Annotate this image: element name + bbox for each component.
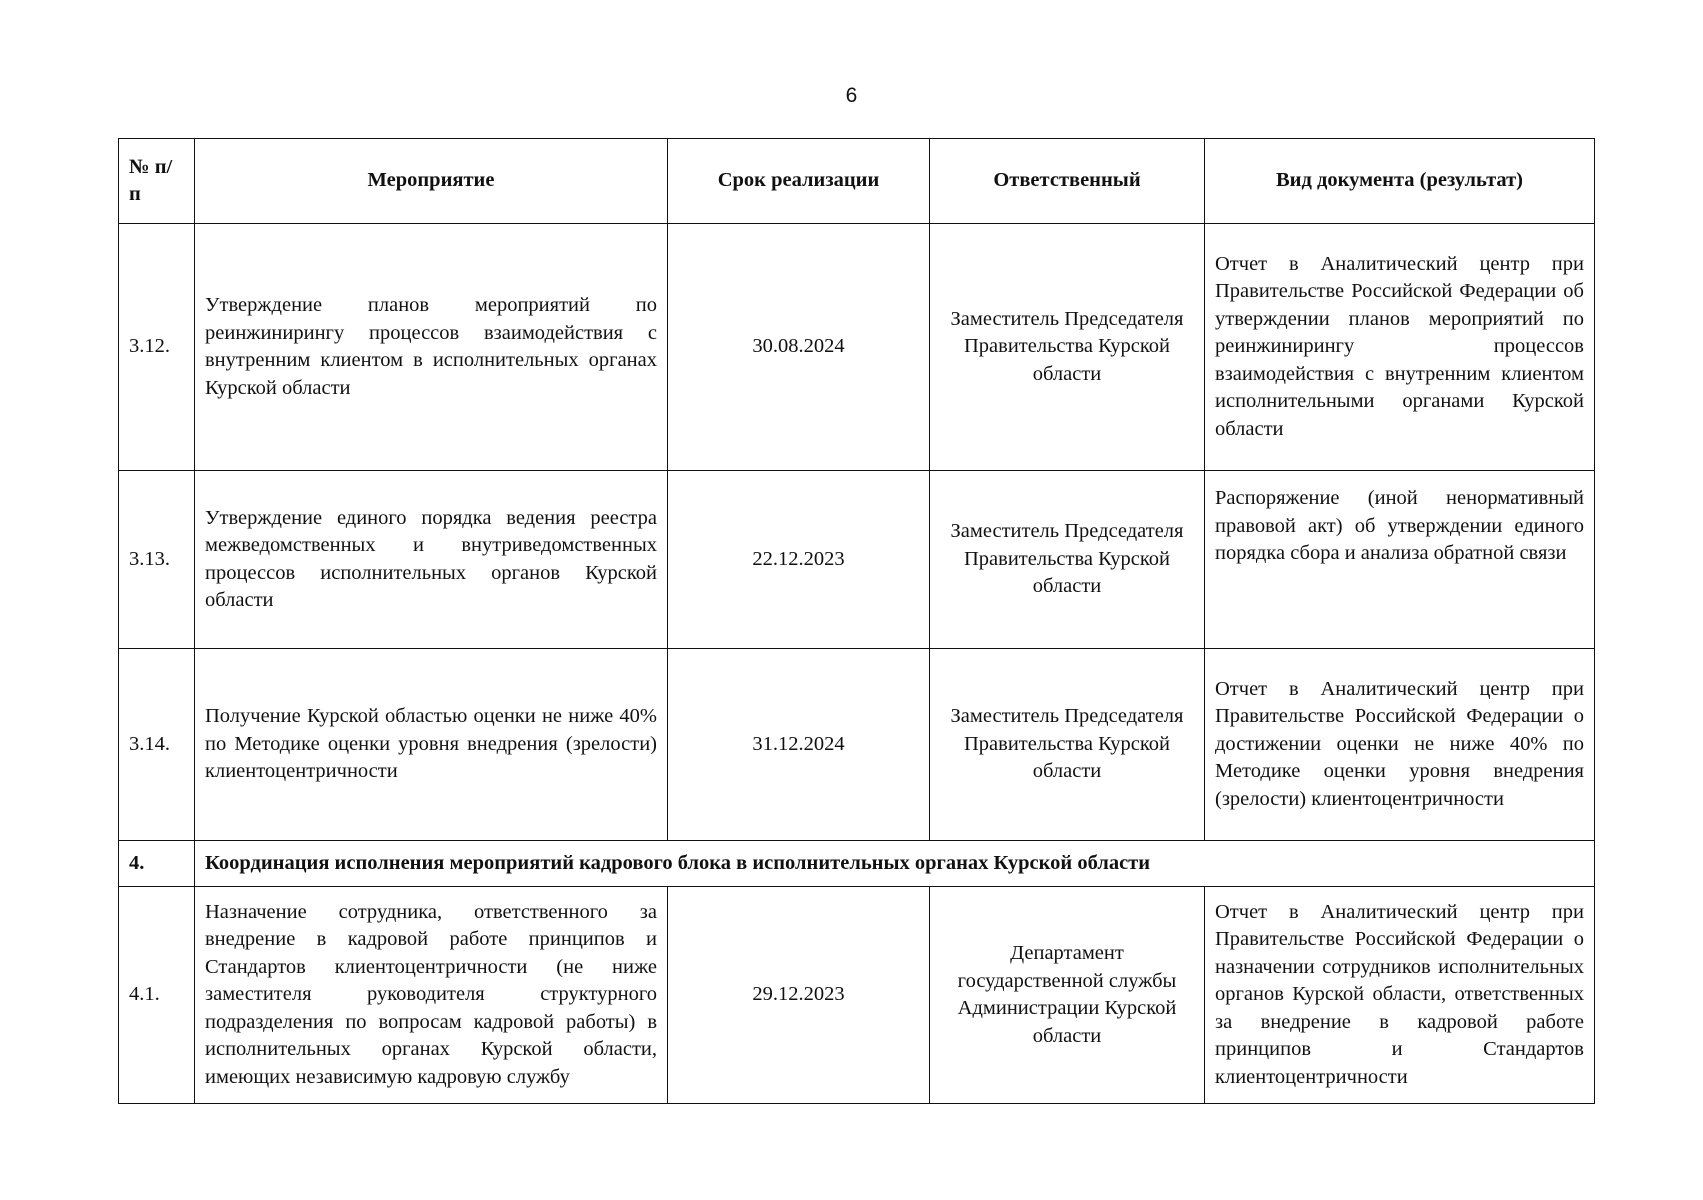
row-result: Отчет в Аналитический центр при Правительстве Российской Федерации о достижении оценки не ниже 40% по Методике оценки уровня внедрения (зрелости) клиентоцентричности: [1205, 649, 1595, 841]
row-num: 4.1.: [119, 887, 195, 1104]
table-row: [119, 887, 1595, 1104]
table-header-row: [119, 139, 1595, 224]
header-event: Мероприятие: [195, 139, 668, 224]
row-num: 3.14.: [119, 649, 195, 841]
row-responsible: Департамент государственной службы Администрации Курской области: [930, 887, 1205, 1104]
header-result: Вид документа (результат): [1205, 139, 1595, 224]
row-event: Назначение сотрудника, ответственного за внедрение в кадровой работе принципов и Стандартов клиентоцентричности (не ниже заместителя руководителя структурного подразделения по вопросам кадровой работы) в исполнительных органах Курской области, имеющих независимую кадровую службу: [195, 887, 668, 1104]
row-deadline: 22.12.2023: [668, 471, 930, 649]
row-event: Утверждение единого порядка ведения реестра межведомственных и внутриведомственных процессов исполнительных органов Курской области: [195, 471, 668, 649]
table-row: [119, 224, 1595, 471]
row-deadline: 31.12.2024: [668, 649, 930, 841]
row-responsible: Заместитель Председателя Правительства Курской области: [930, 471, 1205, 649]
row-event: Утверждение планов мероприятий по реинжинирингу процессов взаимодействия с внутренним клиентом в исполнительных органах Курской области: [195, 224, 668, 471]
row-result: Отчет в Аналитический центр при Правительстве Российской Федерации о назначении сотрудников исполнительных органов Курской области, ответственных за внедрение в кадровой работе принципов и Стандартов клиентоцентричности: [1205, 887, 1595, 1104]
row-num: 3.12.: [119, 224, 195, 471]
section-num: 4.: [119, 841, 195, 887]
section-title: Координация исполнения мероприятий кадрового блока в исполнительных органах Курской области: [195, 841, 1595, 887]
row-deadline: 29.12.2023: [668, 887, 930, 1104]
row-result: Отчет в Аналитический центр при Правительстве Российской Федерации об утверждении планов мероприятий по реинжинирингу процессов взаимодействия с внутренним клиентом исполнительными органами Курской области: [1205, 224, 1595, 471]
row-result: Распоряжение (иной ненормативный правовой акт) об утверждении единого порядка сбора и анализа обратной связи: [1205, 471, 1595, 649]
measures-table: [118, 138, 1595, 1104]
header-deadline: Срок реализации: [668, 139, 930, 224]
header-responsible: Ответственный: [930, 139, 1205, 224]
table-row: [119, 471, 1595, 649]
row-responsible: Заместитель Председателя Правительства Курской области: [930, 649, 1205, 841]
row-num: 3.13.: [119, 471, 195, 649]
header-num: № п/п: [119, 139, 195, 224]
row-deadline: 30.08.2024: [668, 224, 930, 471]
row-event: Получение Курской областью оценки не ниже 40% по Методике оценки уровня внедрения (зрелости) клиентоцентричности: [195, 649, 668, 841]
section-row: [119, 841, 1595, 887]
row-responsible: Заместитель Председателя Правительства Курской области: [930, 224, 1205, 471]
page-number: 6: [845, 84, 858, 107]
table-row: [119, 649, 1595, 841]
